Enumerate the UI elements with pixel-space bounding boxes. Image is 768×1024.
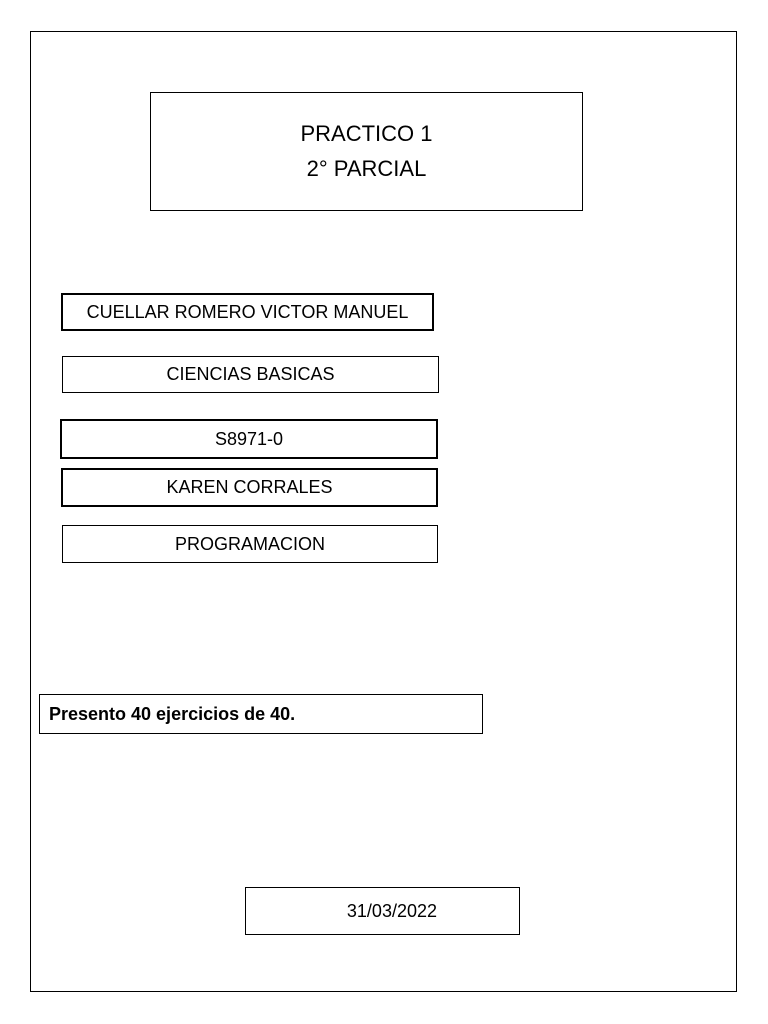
student-code-box bbox=[60, 419, 438, 459]
note-text: Presento 40 ejercicios de 40. bbox=[49, 703, 296, 724]
note-box bbox=[39, 694, 483, 734]
department-box bbox=[62, 356, 439, 393]
title-line-1: PRACTICO 1 bbox=[300, 121, 433, 147]
date-text: 31/03/2022 bbox=[346, 900, 437, 921]
subject-box bbox=[62, 525, 438, 563]
subject-name: PROGRAMACION bbox=[174, 533, 325, 554]
student-name-box bbox=[61, 293, 434, 331]
teacher-name: KAREN CORRALES bbox=[166, 477, 333, 497]
teacher-box bbox=[61, 468, 438, 507]
title-box bbox=[150, 92, 583, 211]
department-name: CIENCIAS BASICAS bbox=[166, 364, 335, 384]
student-name: CUELLAR ROMERO VICTOR MANUEL bbox=[86, 301, 409, 322]
student-code: S8971-0 bbox=[214, 428, 284, 449]
title-line-2: 2° PARCIAL bbox=[306, 155, 427, 181]
date-box bbox=[245, 887, 520, 935]
